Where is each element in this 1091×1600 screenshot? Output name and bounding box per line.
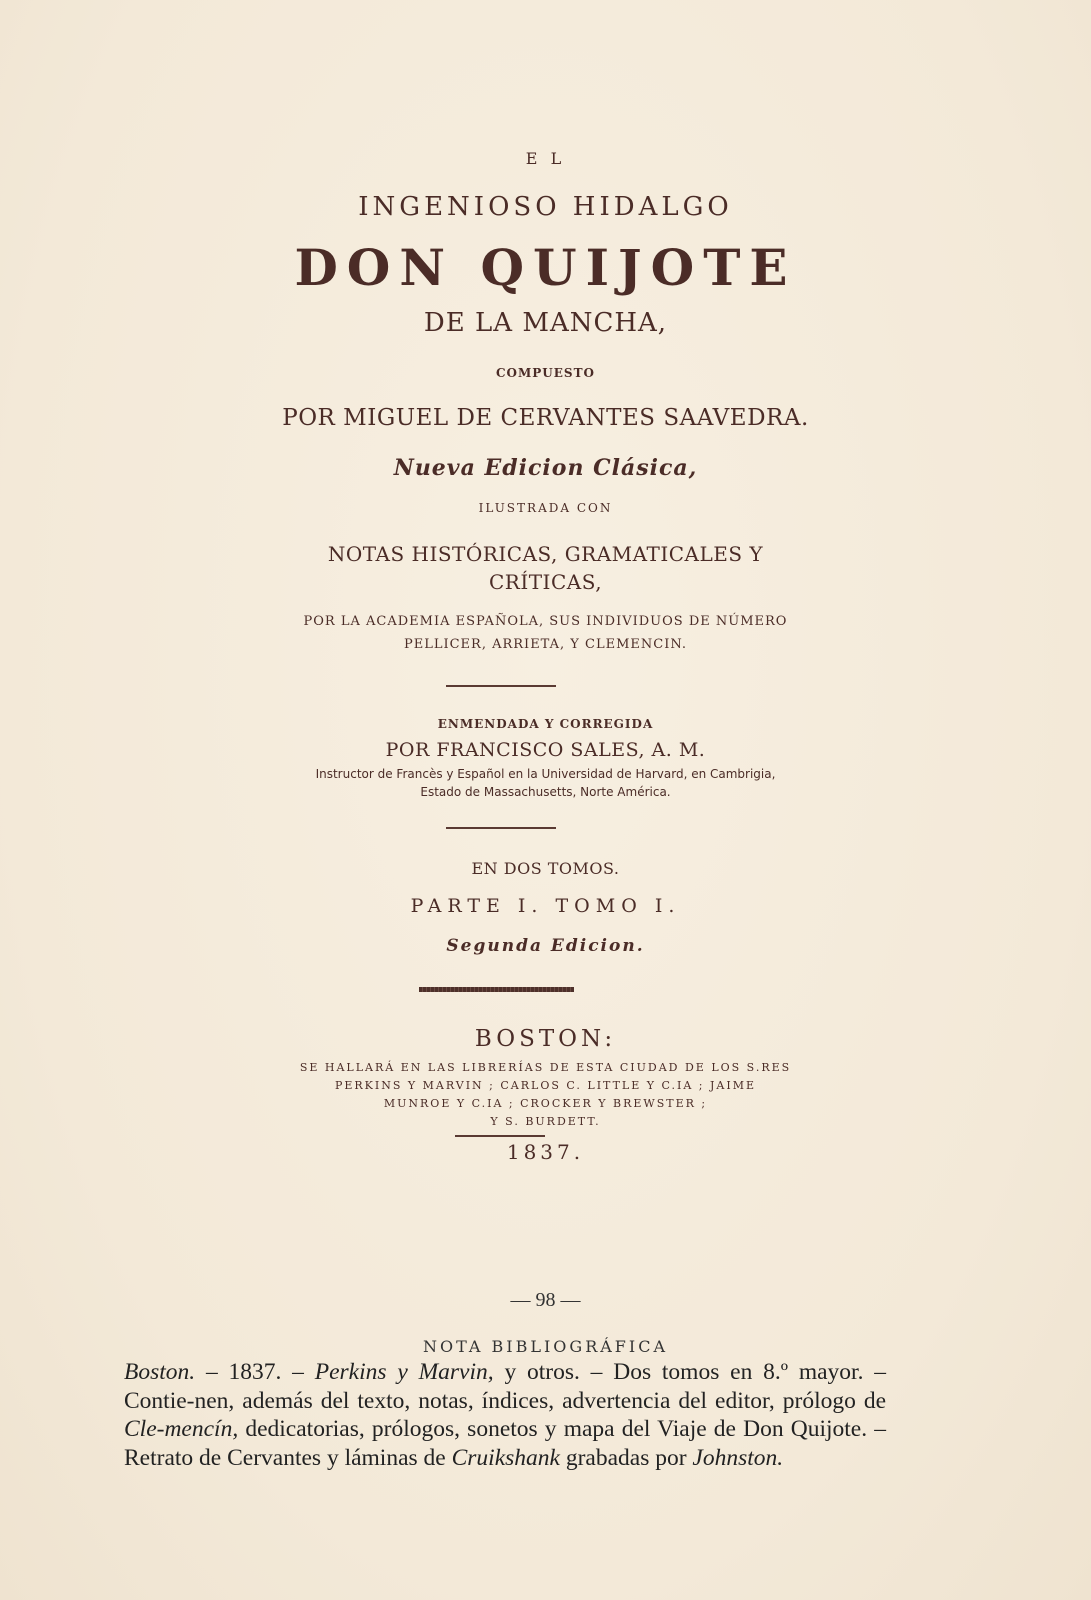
title-year: 1837. [506,1140,585,1164]
title-ilustrada: ILUSTRADA CON [478,501,613,515]
title-parte: PARTE I. TOMO I. [410,895,681,917]
title-dos-tomos: EN DOS TOMOS. [471,859,620,878]
note-text-1: – 1837. – [195,1359,315,1385]
note-cruikshank: Cruikshank [451,1444,560,1471]
title-compuesto: COMPUESTO [496,366,595,380]
title-ingenioso: INGENIOSO HIDALGO [358,192,733,222]
title-hallara-1: SE HALLARÁ EN LAS LIBRERÍAS DE ESTA CIUDAD DE LOS S.RES [299,1061,792,1074]
title-enmendada: ENMENDADA Y CORREGIDA [437,717,654,731]
note-text-2: y otros. – Dos tomos en 8.º mayor. – Contie-nen, además del texto, notas, índices, advertencia del editor, prólogo de [124,1359,887,1414]
title-hallara-3: MUNROE Y C.IA ; CROCKER Y BREWSTER ; [383,1097,708,1110]
title-el: E L [525,149,566,168]
note-paragraph [124,1358,886,1472]
note-publisher: Perkins y Marvin, [314,1359,494,1385]
divider-ornamental [419,987,574,992]
note-clemencin: Cle-mencín, [124,1416,239,1442]
title-hallara-2: PERKINS Y MARVIN ; CARLOS C. LITTLE Y C.IA ; JAIME [334,1079,757,1092]
title-segunda: Segunda Edicion. [446,936,645,956]
title-instructor-2: Estado de Massachusetts, Norte América. [420,785,671,799]
page-number: — 98 — [510,1289,581,1311]
title-instructor-1: Instructor de Francès y Español en la Universidad de Harvard, en Cambrigia, [315,767,776,781]
title-notas-1: NOTAS HISTÓRICAS, GRAMATICALES Y [327,542,764,566]
divider-2 [446,827,556,829]
title-hallara-4: Y S. BURDETT. [490,1115,601,1128]
title-de-la-mancha: DE LA MANCHA, [423,308,668,338]
note-text-3: dedicatorias, prólogos, sonetos y mapa del Viaje de Don Quijote. – Retrato de Cervantes y láminas de [124,1416,886,1471]
title-author: POR MIGUEL DE CERVANTES SAAVEDRA. [282,405,809,431]
title-academia-1: POR LA ACADEMIA ESPAÑOLA, SUS INDIVIDUOS DE NÚMERO [303,614,788,629]
divider-1 [446,685,556,687]
title-notas-2: CRÍTICAS, [488,570,603,594]
note-heading: NOTA BIBLIOGRÁFICA [422,1337,669,1356]
divider-3 [455,1135,545,1137]
title-academia-2: PELLICER, ARRIETA, Y CLEMENCIN. [403,637,688,652]
title-don-quijote: DON QUIJOTE [294,238,797,297]
title-sales: POR FRANCISCO SALES, A. M. [385,739,706,761]
title-nueva-edicion: Nueva Edicion Clásica, [393,455,698,481]
note-johnston: Johnston. [692,1444,784,1471]
note-place: Boston. [124,1359,196,1385]
title-boston: BOSTON: [474,1026,617,1052]
note-text-4: grabadas por [559,1444,693,1471]
